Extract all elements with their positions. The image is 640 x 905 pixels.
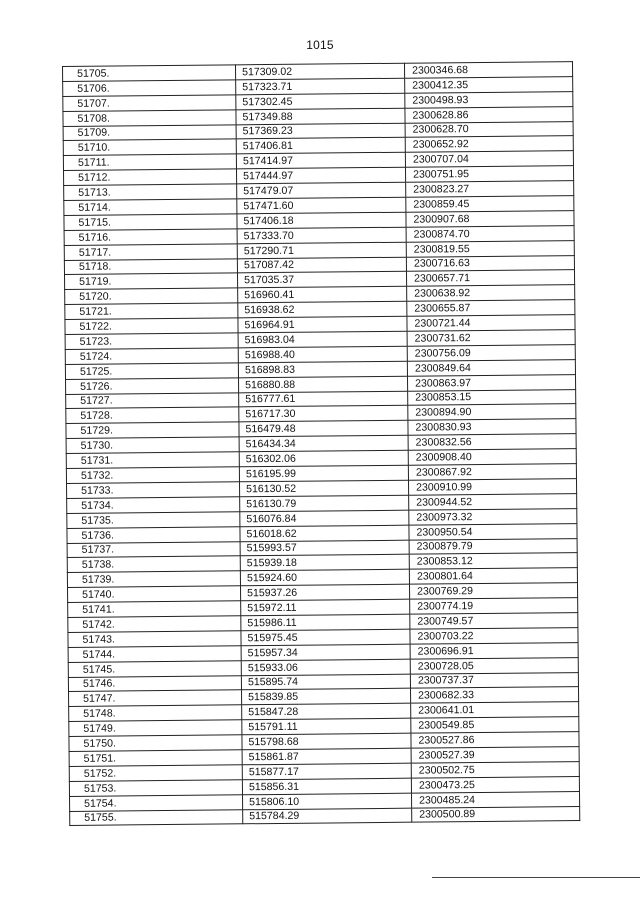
x-coordinate-cell: 516983.04 bbox=[238, 331, 407, 348]
y-coordinate-cell: 2300638.92 bbox=[407, 285, 575, 302]
y-coordinate-cell: 2300628.86 bbox=[405, 106, 573, 123]
coordinates-table-container bbox=[62, 61, 569, 826]
y-coordinate-cell: 2300751.95 bbox=[405, 166, 573, 183]
y-coordinate-cell: 2300819.55 bbox=[406, 240, 574, 257]
point-id-cell: 51728. bbox=[66, 407, 239, 424]
x-coordinate-cell: 515933.06 bbox=[241, 659, 410, 676]
point-id-cell: 51705. bbox=[63, 65, 236, 82]
y-coordinate-cell: 2300346.68 bbox=[404, 62, 572, 79]
point-id-cell: 51737. bbox=[67, 541, 240, 558]
x-coordinate-cell: 515957.34 bbox=[241, 644, 410, 661]
point-id-cell: 51748. bbox=[69, 705, 242, 722]
point-id-cell: 51751. bbox=[69, 750, 242, 767]
point-id-cell: 51734. bbox=[67, 497, 240, 514]
y-coordinate-cell: 2300703.22 bbox=[410, 627, 578, 644]
point-id-cell: 51754. bbox=[70, 794, 243, 811]
x-coordinate-cell: 515839.85 bbox=[242, 689, 411, 706]
y-coordinate-cell: 2300716.63 bbox=[406, 255, 574, 272]
y-coordinate-cell: 2300485.24 bbox=[411, 791, 579, 808]
x-coordinate-cell: 517035.37 bbox=[237, 272, 406, 289]
y-coordinate-cell: 2300874.70 bbox=[406, 225, 574, 242]
x-coordinate-cell: 515939.18 bbox=[240, 555, 409, 572]
point-id-cell: 51724. bbox=[65, 348, 238, 365]
y-coordinate-cell: 2300867.92 bbox=[408, 464, 576, 481]
y-coordinate-cell: 2300944.52 bbox=[409, 493, 577, 510]
x-coordinate-cell: 517444.97 bbox=[236, 167, 405, 184]
x-coordinate-cell: 516302.06 bbox=[239, 450, 408, 467]
x-coordinate-cell: 515847.28 bbox=[242, 703, 411, 720]
point-id-cell: 51750. bbox=[69, 735, 242, 752]
y-coordinate-cell: 2300950.54 bbox=[409, 523, 577, 540]
x-coordinate-cell: 516130.52 bbox=[239, 480, 408, 497]
point-id-cell: 51715. bbox=[64, 214, 237, 231]
point-id-cell: 51729. bbox=[66, 422, 239, 439]
point-id-cell: 51739. bbox=[67, 571, 240, 588]
y-coordinate-cell: 2300628.70 bbox=[405, 121, 573, 138]
x-coordinate-cell: 517309.02 bbox=[235, 63, 404, 80]
y-coordinate-cell: 2300749.57 bbox=[410, 613, 578, 630]
point-id-cell: 51727. bbox=[66, 392, 239, 409]
point-id-cell: 51747. bbox=[69, 690, 242, 707]
x-coordinate-cell: 517087.42 bbox=[237, 257, 406, 274]
x-coordinate-cell: 516717.30 bbox=[239, 406, 408, 423]
y-coordinate-cell: 2300910.99 bbox=[408, 479, 576, 496]
x-coordinate-cell: 516018.62 bbox=[240, 525, 409, 542]
point-id-cell: 51708. bbox=[63, 110, 236, 127]
point-id-cell: 51741. bbox=[68, 601, 241, 618]
x-coordinate-cell: 515798.68 bbox=[242, 733, 411, 750]
point-id-cell: 51717. bbox=[64, 244, 237, 261]
x-coordinate-cell: 515861.87 bbox=[242, 748, 411, 765]
y-coordinate-cell: 2300682.33 bbox=[410, 687, 578, 704]
y-coordinate-cell: 2300774.19 bbox=[410, 598, 578, 615]
point-id-cell: 51710. bbox=[63, 139, 236, 156]
x-coordinate-cell: 515972.11 bbox=[241, 599, 410, 616]
x-coordinate-cell: 515806.10 bbox=[243, 793, 412, 810]
x-coordinate-cell: 516777.61 bbox=[239, 391, 408, 408]
x-coordinate-cell: 516130.79 bbox=[240, 495, 409, 512]
point-id-cell: 51740. bbox=[68, 586, 241, 603]
point-id-cell: 51719. bbox=[65, 273, 238, 290]
x-coordinate-cell: 517406.81 bbox=[236, 138, 405, 155]
point-id-cell: 51713. bbox=[64, 184, 237, 201]
x-coordinate-cell: 517323.71 bbox=[236, 78, 405, 95]
point-id-cell: 51745. bbox=[68, 660, 241, 677]
x-coordinate-cell: 517471.60 bbox=[237, 197, 406, 214]
point-id-cell: 51709. bbox=[63, 124, 236, 141]
x-coordinate-cell: 516898.83 bbox=[238, 361, 407, 378]
x-coordinate-cell: 515937.26 bbox=[240, 584, 409, 601]
x-coordinate-cell: 516960.41 bbox=[238, 287, 407, 304]
y-coordinate-cell: 2300830.93 bbox=[408, 419, 576, 436]
bottom-rule bbox=[432, 877, 640, 878]
point-id-cell: 51712. bbox=[64, 169, 237, 186]
x-coordinate-cell: 515993.57 bbox=[240, 540, 409, 557]
x-coordinate-cell: 515784.29 bbox=[243, 808, 412, 825]
y-coordinate-cell: 2300879.79 bbox=[409, 538, 577, 555]
y-coordinate-cell: 2300502.75 bbox=[411, 761, 579, 778]
x-coordinate-cell: 515986.11 bbox=[241, 614, 410, 631]
coordinates-table-body bbox=[63, 62, 580, 826]
point-id-cell: 51711. bbox=[63, 154, 236, 171]
x-coordinate-cell: 517349.88 bbox=[236, 108, 405, 125]
y-coordinate-cell: 2300859.45 bbox=[406, 196, 574, 213]
x-coordinate-cell: 516988.40 bbox=[238, 346, 407, 363]
point-id-cell: 51732. bbox=[66, 467, 239, 484]
point-id-cell: 51706. bbox=[63, 80, 236, 97]
page-number: 1015 bbox=[306, 38, 334, 52]
point-id-cell: 51730. bbox=[66, 437, 239, 454]
x-coordinate-cell: 517414.97 bbox=[236, 153, 405, 170]
point-id-cell: 51742. bbox=[68, 616, 241, 633]
y-coordinate-cell: 2300731.62 bbox=[407, 330, 575, 347]
point-id-cell: 51714. bbox=[64, 199, 237, 216]
y-coordinate-cell: 2300908.40 bbox=[408, 449, 576, 466]
y-coordinate-cell: 2300473.25 bbox=[411, 776, 579, 793]
x-coordinate-cell: 517333.70 bbox=[237, 227, 406, 244]
y-coordinate-cell: 2300801.64 bbox=[409, 568, 577, 585]
y-coordinate-cell: 2300641.01 bbox=[411, 702, 579, 719]
point-id-cell: 51753. bbox=[69, 780, 242, 797]
y-coordinate-cell: 2300696.91 bbox=[410, 642, 578, 659]
y-coordinate-cell: 2300756.09 bbox=[407, 345, 575, 362]
y-coordinate-cell: 2300853.12 bbox=[409, 553, 577, 570]
y-coordinate-cell: 2300863.97 bbox=[407, 374, 575, 391]
point-id-cell: 51721. bbox=[65, 303, 238, 320]
point-id-cell: 51723. bbox=[65, 333, 238, 350]
y-coordinate-cell: 2300769.29 bbox=[409, 583, 577, 600]
y-coordinate-cell: 2300527.86 bbox=[411, 732, 579, 749]
y-coordinate-cell: 2300737.37 bbox=[410, 672, 578, 689]
point-id-cell: 51718. bbox=[64, 258, 237, 275]
point-id-cell: 51738. bbox=[67, 556, 240, 573]
x-coordinate-cell: 517369.23 bbox=[236, 123, 405, 140]
point-id-cell: 51755. bbox=[70, 809, 243, 826]
y-coordinate-cell: 2300823.27 bbox=[406, 181, 574, 198]
y-coordinate-cell: 2300655.87 bbox=[407, 300, 575, 317]
x-coordinate-cell: 515895.74 bbox=[241, 674, 410, 691]
y-coordinate-cell: 2300527.39 bbox=[411, 747, 579, 764]
point-id-cell: 51752. bbox=[69, 765, 242, 782]
x-coordinate-cell: 517479.07 bbox=[237, 182, 406, 199]
x-coordinate-cell: 515856.31 bbox=[242, 778, 411, 795]
x-coordinate-cell: 517406.18 bbox=[237, 212, 406, 229]
point-id-cell: 51744. bbox=[68, 646, 241, 663]
x-coordinate-cell: 516195.99 bbox=[239, 465, 408, 482]
point-id-cell: 51736. bbox=[67, 526, 240, 543]
y-coordinate-cell: 2300728.05 bbox=[410, 657, 578, 674]
x-coordinate-cell: 515975.45 bbox=[241, 629, 410, 646]
y-coordinate-cell: 2300412.35 bbox=[405, 76, 573, 93]
y-coordinate-cell: 2300721.44 bbox=[407, 315, 575, 332]
y-coordinate-cell: 2300657.71 bbox=[406, 270, 574, 287]
point-id-cell: 51743. bbox=[68, 631, 241, 648]
y-coordinate-cell: 2300853.15 bbox=[408, 389, 576, 406]
y-coordinate-cell: 2300549.85 bbox=[411, 717, 579, 734]
point-id-cell: 51720. bbox=[65, 288, 238, 305]
point-id-cell: 51749. bbox=[69, 720, 242, 737]
y-coordinate-cell: 2300832.56 bbox=[408, 434, 576, 451]
y-coordinate-cell: 2300849.64 bbox=[407, 359, 575, 376]
y-coordinate-cell: 2300498.93 bbox=[405, 91, 573, 108]
point-id-cell: 51733. bbox=[67, 482, 240, 499]
y-coordinate-cell: 2300500.89 bbox=[412, 806, 580, 823]
point-id-cell: 51707. bbox=[63, 95, 236, 112]
point-id-cell: 51735. bbox=[67, 512, 240, 529]
point-id-cell: 51722. bbox=[65, 318, 238, 335]
coordinates-table bbox=[62, 61, 580, 826]
point-id-cell: 51746. bbox=[68, 675, 241, 692]
x-coordinate-cell: 516880.88 bbox=[238, 376, 407, 393]
x-coordinate-cell: 516076.84 bbox=[240, 510, 409, 527]
x-coordinate-cell: 515877.17 bbox=[242, 763, 411, 780]
y-coordinate-cell: 2300707.04 bbox=[405, 151, 573, 168]
x-coordinate-cell: 516479.48 bbox=[239, 421, 408, 438]
point-id-cell: 51726. bbox=[66, 378, 239, 395]
x-coordinate-cell: 517302.45 bbox=[236, 93, 405, 110]
y-coordinate-cell: 2300894.90 bbox=[408, 404, 576, 421]
y-coordinate-cell: 2300973.32 bbox=[409, 508, 577, 525]
point-id-cell: 51725. bbox=[65, 363, 238, 380]
x-coordinate-cell: 517290.71 bbox=[237, 242, 406, 259]
y-coordinate-cell: 2300907.68 bbox=[406, 210, 574, 227]
x-coordinate-cell: 516434.34 bbox=[239, 435, 408, 452]
x-coordinate-cell: 515924.60 bbox=[240, 569, 409, 586]
x-coordinate-cell: 516964.91 bbox=[238, 316, 407, 333]
x-coordinate-cell: 516938.62 bbox=[238, 301, 407, 318]
y-coordinate-cell: 2300652.92 bbox=[405, 136, 573, 153]
point-id-cell: 51731. bbox=[66, 452, 239, 469]
point-id-cell: 51716. bbox=[64, 229, 237, 246]
x-coordinate-cell: 515791.11 bbox=[242, 718, 411, 735]
